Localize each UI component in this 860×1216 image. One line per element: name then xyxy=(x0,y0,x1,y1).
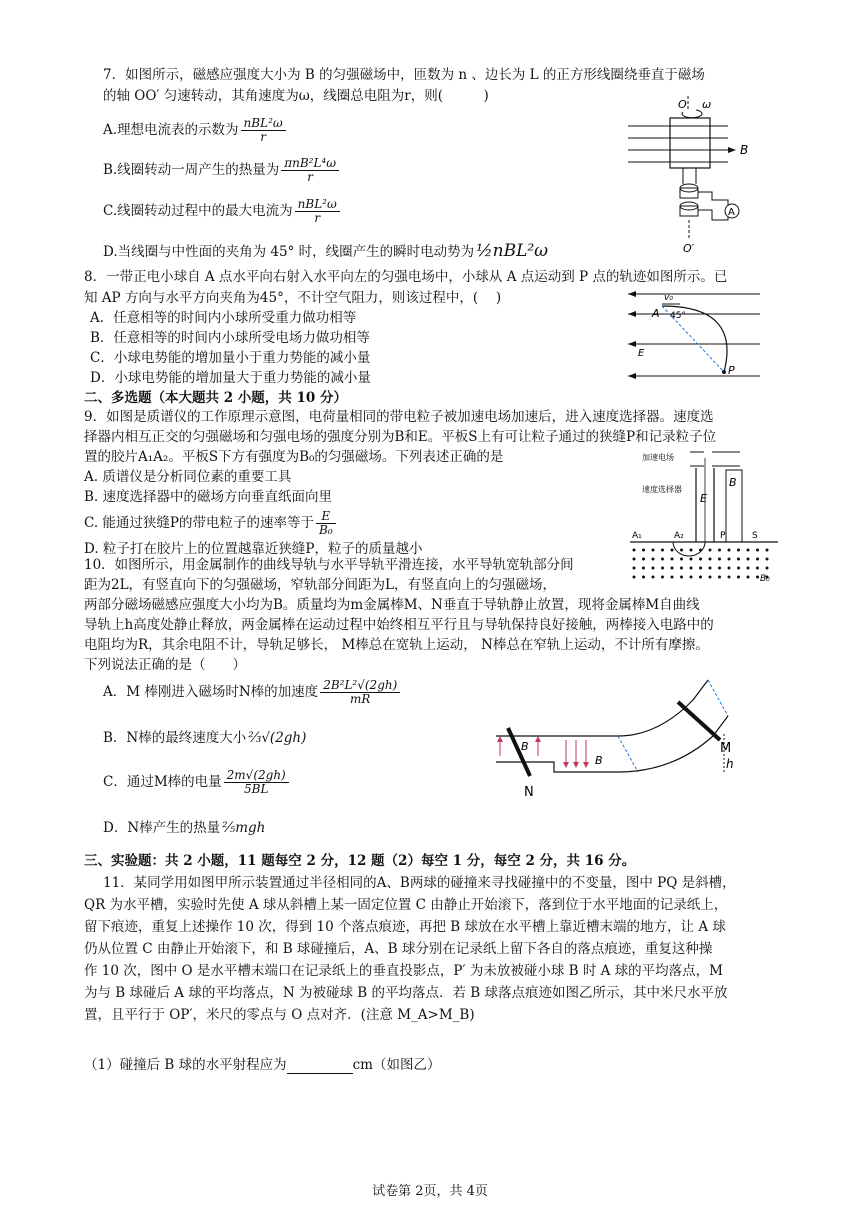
field-arrowhead-down-3 xyxy=(583,762,589,768)
fraction-denominator: 5BL xyxy=(243,782,269,796)
q9-stem-line3: 置的胶片A₁A₂。平板S下方有强度为B₀的匀强磁场。下列表述正确的是 xyxy=(84,449,504,465)
q8-option-b: B．任意相等的时间内小球所受电场力做功相等 xyxy=(90,330,370,346)
field-dot xyxy=(699,549,702,552)
q7-coil-figure xyxy=(628,96,778,256)
q11-line3: 留下痕迹，重复上述操作 10 次，得到 10 个落点痕迹，再把 B 球放在水平槽上靠近槽末端的地方，让 A 球 xyxy=(84,919,726,935)
fraction-denominator: r xyxy=(260,130,266,144)
q11-answer-blank[interactable] xyxy=(287,1059,353,1074)
field-dot xyxy=(671,549,674,552)
label-accelerating-field: 加速电场 xyxy=(642,453,674,462)
field-dot xyxy=(766,549,769,552)
q9-stem-line2: 择器内相互正交的匀强磁场和匀强电场的强度分别为B和E。平板S上有可让粒子通过的狭缝P和记录粒子位 xyxy=(84,429,717,445)
b0-field-dots xyxy=(633,549,769,579)
field-dot xyxy=(633,567,636,570)
point-p xyxy=(722,370,726,374)
field-dot xyxy=(728,567,731,570)
field-dot xyxy=(680,549,683,552)
q9-option-b: B. 速度选择器中的磁场方向垂直纸面向里 xyxy=(84,489,333,505)
q10-option-a-fraction xyxy=(320,679,400,706)
field-dot xyxy=(680,576,683,579)
field-dot xyxy=(718,576,721,579)
field-dot xyxy=(747,549,750,552)
q8-option-a: A．任意相等的时间内小球所受重力做功相等 xyxy=(90,310,357,326)
field-dot xyxy=(718,549,721,552)
q7-option-c xyxy=(103,196,340,226)
rod-m xyxy=(678,702,720,740)
field-dot xyxy=(737,558,740,561)
label-angle: 45° xyxy=(670,311,686,321)
q8-option-d: D．小球电势能的增加量大于重力势能的减小量 xyxy=(90,370,371,386)
field-dot xyxy=(671,567,674,570)
label-omega: ω xyxy=(702,98,712,111)
label-b: B xyxy=(729,476,737,489)
q7-option-b xyxy=(103,155,339,185)
field-dot xyxy=(718,558,721,561)
label-b-narrow: B xyxy=(521,740,529,753)
fraction-denominator: mR xyxy=(350,692,371,706)
q10-stem-line2: 距为2L，有竖直向下的匀强磁场，窄轨部分间距为L，有竖直向上的匀强磁场， xyxy=(84,577,557,593)
field-dot xyxy=(642,558,645,561)
q10-stem-line1: 10．如图所示，用金属制作的曲线导轨与水平导轨平滑连接，水平导轨宽轨部分间 xyxy=(84,557,574,573)
field-dot xyxy=(756,567,759,570)
field-dot xyxy=(699,567,702,570)
field-dot xyxy=(652,558,655,561)
field-dot xyxy=(718,567,721,570)
field-dot xyxy=(652,576,655,579)
curved-rail-bottom xyxy=(618,716,728,772)
field-dot xyxy=(642,576,645,579)
field-dot xyxy=(642,567,645,570)
q7-stem-line1: 7．如图所示，磁感应强度大小为 B 的匀强磁场中，匝数为 n 、边长为 L 的正方形线圈绕垂直于磁场 xyxy=(103,67,705,83)
field-dot xyxy=(728,576,731,579)
field-dot xyxy=(661,549,664,552)
label-p: P xyxy=(728,364,735,377)
field-dot xyxy=(680,558,683,561)
q8-stem-line2: 知 AP 方向与水平方向夹角为45°，不计空气阻力，则该过程中，( ) xyxy=(84,290,502,306)
q10-stem-line3: 两部分磁场磁感应强度大小均为B。质量均为m金属棒M、N垂直于导轨静止放置，现将金属棒M自曲线 xyxy=(84,597,700,613)
rotation-arrow xyxy=(682,110,702,118)
fraction-numerator: πnB²L⁴ω xyxy=(281,157,339,171)
q7-option-a xyxy=(103,115,286,145)
fraction-denominator: r xyxy=(307,170,313,184)
field-arrow-3 xyxy=(628,341,636,347)
q7-stem-line2: 的轴 OO′ 匀速转动，其角速度为ω，线圈总电阻为r，则( ) xyxy=(103,88,489,104)
boundary-dashed-line xyxy=(618,736,638,772)
q7-option-c-fraction xyxy=(295,198,340,225)
field-dot xyxy=(709,558,712,561)
q10-option-c-text: C．通过M棒的电量 xyxy=(103,774,222,790)
field-dot xyxy=(737,567,740,570)
field-dot xyxy=(747,558,750,561)
field-arrow-2 xyxy=(628,311,636,317)
q10-option-d-expression: ⅖mgh xyxy=(222,820,266,836)
field-dot xyxy=(709,576,712,579)
q7-option-a-fraction xyxy=(241,117,286,144)
q11-sub1-suffix: cm（如图乙） xyxy=(352,1057,441,1073)
q7-option-b-fraction xyxy=(281,157,339,184)
field-arrowhead-down-1 xyxy=(563,762,569,768)
label-m: M xyxy=(720,741,732,756)
field-dot xyxy=(699,558,702,561)
q11-line2: QR 为水平槽，实验时先使 A 球从斜槽上某一固定位置 C 由静止开始滚下，落到位于水平地面的记录纸上， xyxy=(84,897,728,913)
field-arrow-1 xyxy=(628,291,636,297)
field-dot xyxy=(690,576,693,579)
field-dot xyxy=(766,567,769,570)
q10-option-d-text: D．N棒产生的热量 xyxy=(103,820,221,836)
field-dot xyxy=(661,558,664,561)
label-b-wide: B xyxy=(595,754,603,767)
slip-ring-body-2 xyxy=(680,206,698,216)
q9-stem-line1: 9．如图是质谱仪的工作原理示意图，电荷量相同的带电粒子被加速电场加速后，进入速度选择器。速度选 xyxy=(84,409,714,425)
field-dot xyxy=(737,549,740,552)
q10-option-a xyxy=(103,676,400,708)
fraction-denominator: r xyxy=(314,211,321,225)
field-arrowhead-up-2 xyxy=(535,736,541,742)
q11-subquestion-1 xyxy=(84,1056,440,1074)
curved-rail-top xyxy=(618,680,708,736)
q9-option-c xyxy=(84,508,336,538)
field-dot xyxy=(756,576,759,579)
field-dot xyxy=(690,567,693,570)
q11-line5: 作 10 次，图中 O 是水平槽末端口在记录纸上的垂直投影点，P′ 为未放被碰小球 B 时 A 球的平均落点，M xyxy=(84,963,724,979)
field-dot xyxy=(690,558,693,561)
q11-line7: 置，且平行于 OP′，米尺的零点与 O 点对齐．(注意 M_A>M_B) xyxy=(84,1007,475,1023)
field-dot xyxy=(633,576,636,579)
q10-stem-line5: 电阻均为R，其余电阻不计，导轨足够长， M棒总在宽轨上运动， N棒总在窄轨上运动，不计所有摩擦。 xyxy=(84,637,709,653)
slip-ring-body-1 xyxy=(680,188,698,198)
field-dot xyxy=(690,549,693,552)
q9-option-c-fraction xyxy=(316,510,336,537)
field-dot xyxy=(661,567,664,570)
label-a2: A₂ xyxy=(674,531,684,541)
q9-option-d: D. 粒子打在胶片上的位置越靠近狭缝P，粒子的质量越小 xyxy=(84,541,423,557)
field-dot xyxy=(671,576,674,579)
label-s: S xyxy=(752,531,758,541)
section-2-heading: 二、多选题（本大题共 2 小题，共 10 分） xyxy=(84,390,347,406)
field-dot xyxy=(709,567,712,570)
q9-mass-spectrometer-figure xyxy=(630,448,780,588)
q11-line4: 仍从位置 C 由静止开始滚下，和 B 球碰撞后，A、B 球分别在记录纸上留下各自的落点痕迹，重复这种操 xyxy=(84,941,713,957)
field-dot xyxy=(652,567,655,570)
field-dot xyxy=(747,567,750,570)
field-dot xyxy=(633,549,636,552)
q10-option-d xyxy=(103,817,265,839)
field-dot xyxy=(642,549,645,552)
q9-option-c-text: C. 能通过狭缝P的带电粒子的速率等于 xyxy=(84,515,315,531)
field-dot xyxy=(756,558,759,561)
q8-field-figure xyxy=(626,290,766,384)
field-dot xyxy=(728,558,731,561)
fraction-numerator: nBL²ω xyxy=(295,198,340,212)
q7-option-a-text: A.理想电流表的示数为 xyxy=(103,122,239,138)
field-dot xyxy=(737,576,740,579)
label-n: N xyxy=(524,785,534,800)
label-velocity-selector: 速度选择器 xyxy=(642,485,682,494)
label-ammeter: A xyxy=(728,207,735,218)
label-a1: A₁ xyxy=(632,531,642,541)
q7-option-b-text: B.线圈转动一周产生的热量为 xyxy=(103,162,280,178)
field-dot xyxy=(661,576,664,579)
field-dot xyxy=(756,549,759,552)
q10-option-a-text: A．M 棒刚进入磁场时N棒的加速度 xyxy=(103,684,319,700)
label-o: O xyxy=(678,98,687,111)
curve-dashed-line xyxy=(708,680,728,716)
wide-rail-bottom-step xyxy=(548,762,618,772)
label-o-prime: O′ xyxy=(683,242,695,255)
circuit-wire-1 xyxy=(698,192,728,206)
field-dot xyxy=(699,576,702,579)
circuit-wire-2 xyxy=(698,210,728,220)
field-dot xyxy=(747,576,750,579)
section-3-heading: 三、实验题：共 2 小题，11 题每空 2 分，12 题（2）每空 1 分，每空 2 分，共 16 分。 xyxy=(84,853,636,869)
label-h: h xyxy=(726,757,734,771)
fraction-numerator: 2B²L²√(2gh) xyxy=(320,679,400,693)
label-e: E xyxy=(638,348,645,359)
fraction-numerator: 2m√(2gh) xyxy=(224,769,289,783)
field-dot xyxy=(728,549,731,552)
q10-rail-figure xyxy=(488,676,758,806)
field-dot xyxy=(633,558,636,561)
field-dot xyxy=(652,549,655,552)
label-e: E xyxy=(700,492,707,505)
q10-stem-line6: 下列说法正确的是（ ） xyxy=(84,657,246,673)
q10-option-b-expression: ⅔√(2gh) xyxy=(248,730,307,746)
fraction-numerator: nBL²ω xyxy=(241,117,286,131)
q11-line6: 为与 B 球碰后 A 球的平均落点，N 为被碰球 B 的平均落点．若 B 球落点痕迹如图乙所示，其中米尺水平放 xyxy=(84,985,728,1001)
field-dot xyxy=(709,549,712,552)
q11-sub1-prefix: （1）碰撞后 B 球的水平射程应为 xyxy=(84,1057,287,1073)
page-footer: 试卷第 2页，共 4页 xyxy=(372,1184,488,1199)
field-arrowhead-up-1 xyxy=(497,736,503,742)
fraction-numerator: E xyxy=(316,510,336,524)
label-v0: v₀ xyxy=(664,293,673,303)
fraction-denominator: B₀ xyxy=(319,523,333,537)
label-a: A xyxy=(652,307,660,320)
label-b0: B₀ xyxy=(760,574,770,584)
field-dot xyxy=(680,567,683,570)
field-dot xyxy=(766,558,769,561)
q7-option-d xyxy=(103,240,548,263)
q10-option-c xyxy=(103,766,289,798)
q10-option-c-fraction xyxy=(224,769,289,796)
q11-line1: 11．某同学用如图甲所示装置通过半径相同的A、B两球的碰撞来寻找碰撞中的不变量，图中 PQ 是斜槽， xyxy=(103,875,736,891)
q7-option-c-text: C.线圈转动过程中的最大电流为 xyxy=(103,203,293,219)
q8-option-c: C．小球电势能的增加量小于重力势能的减小量 xyxy=(90,350,371,366)
q7-option-d-expression: ½nBL²ω xyxy=(476,241,549,261)
field-dot xyxy=(671,558,674,561)
label-b: B xyxy=(740,143,749,157)
field-arrow-4 xyxy=(628,373,636,379)
q9-option-a: A. 质谱仪是分析同位素的重要工具 xyxy=(84,469,292,485)
q7-option-d-text: D.当线圈与中性面的夹角为 45° 时，线圈产生的瞬时电动势为 xyxy=(103,244,475,260)
field-arrowhead-down-2 xyxy=(573,762,579,768)
q10-option-b xyxy=(103,727,306,749)
field-arrow xyxy=(728,147,736,153)
q8-stem-line1: 8．一带正电小球自 A 点水平向右射入水平向左的匀强电场中，小球从 A 点运动到 P 点的轨迹如图所示。已 xyxy=(84,269,728,285)
label-p: P xyxy=(720,531,726,541)
q10-stem-line4: 导轨上h高度处静止释放，两金属棒在运动过程中始终相互平行且与导轨保持良好接触，两棒接入电路中的 xyxy=(84,617,714,633)
q10-option-b-text: B．N棒的最终速度大小 xyxy=(103,730,247,746)
